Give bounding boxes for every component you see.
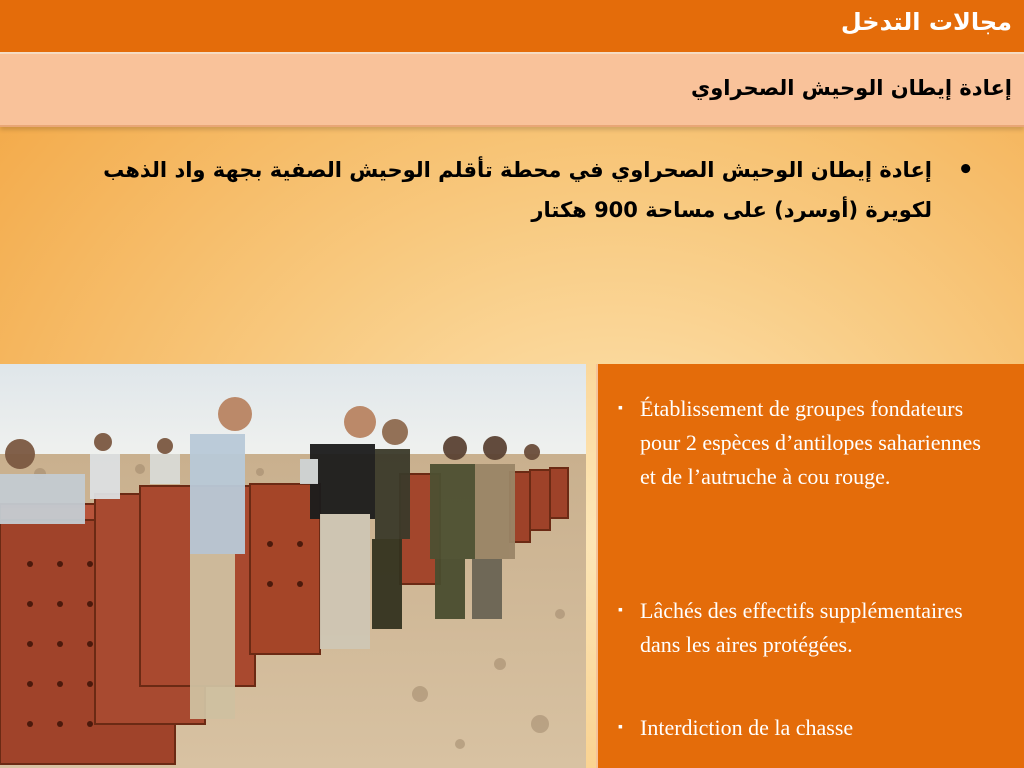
- arabic-bullet-text: إعادة إيطان الوحيش الصحراوي في محطة تأقلم الوحيش الصفية بجهة واد الذهب لكويرة (أوسرد) على مساحة 900 هكتار: [103, 158, 932, 222]
- title-bar: [0, 0, 1024, 54]
- panel-item-3: [618, 711, 998, 745]
- square-bullet-icon: ▪: [618, 720, 623, 735]
- slide-title: مجالات التدخل: [840, 8, 1012, 36]
- panel-item-text: Établissement de groupes fondateurs pour 2 espèces d’antilopes sahariennes et de l’autruche à cou rouge.: [640, 396, 981, 489]
- bullet-icon: •: [957, 155, 974, 185]
- panel-item-text: Lâchés des effectifs supplémentaires dans les aires protégées.: [640, 598, 963, 657]
- panel-item-2: [618, 594, 998, 662]
- panel-item-text: Interdiction de la chasse: [640, 715, 854, 740]
- photo-desert-release: [0, 364, 586, 768]
- square-bullet-icon: ▪: [618, 401, 623, 416]
- info-panel: [596, 364, 1024, 768]
- panel-item-1: [618, 392, 998, 494]
- square-bullet-icon: ▪: [618, 603, 623, 618]
- arabic-bullet: [72, 150, 974, 230]
- slide-subtitle: إعادة إيطان الوحيش الصحراوي: [691, 76, 1012, 100]
- subtitle-bar: [0, 54, 1024, 127]
- desert-photo-illustration: [0, 364, 586, 768]
